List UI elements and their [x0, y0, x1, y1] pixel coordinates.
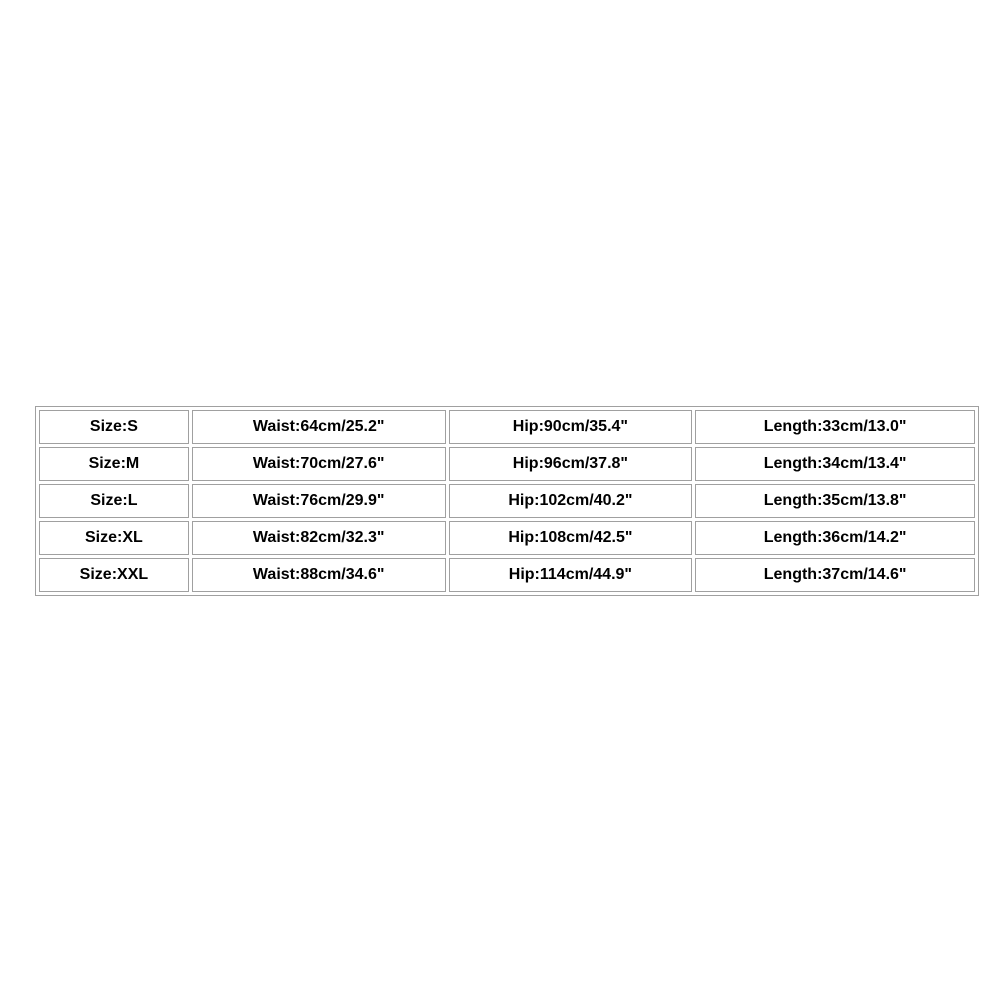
size-cell: Size:XXL: [39, 558, 189, 592]
size-cell: Size:M: [39, 447, 189, 481]
hip-cell: Hip:90cm/35.4": [449, 410, 693, 444]
table-row: [39, 447, 975, 481]
hip-cell: Hip:114cm/44.9": [449, 558, 693, 592]
size-cell: Size:L: [39, 484, 189, 518]
size-cell: Size:S: [39, 410, 189, 444]
hip-cell: Hip:108cm/42.5": [449, 521, 693, 555]
table-row: [39, 410, 975, 444]
waist-cell: Waist:70cm/27.6": [192, 447, 446, 481]
waist-cell: Waist:88cm/34.6": [192, 558, 446, 592]
length-cell: Length:37cm/14.6": [695, 558, 975, 592]
length-cell: Length:34cm/13.4": [695, 447, 975, 481]
size-cell: Size:XL: [39, 521, 189, 555]
table-row: [39, 558, 975, 592]
waist-cell: Waist:64cm/25.2": [192, 410, 446, 444]
length-cell: Length:33cm/13.0": [695, 410, 975, 444]
hip-cell: Hip:102cm/40.2": [449, 484, 693, 518]
table-row: [39, 484, 975, 518]
hip-cell: Hip:96cm/37.8": [449, 447, 693, 481]
table-row: [39, 521, 975, 555]
size-chart-table: [35, 406, 979, 596]
waist-cell: Waist:82cm/32.3": [192, 521, 446, 555]
length-cell: Length:36cm/14.2": [695, 521, 975, 555]
length-cell: Length:35cm/13.8": [695, 484, 975, 518]
size-chart-body: [39, 410, 975, 592]
waist-cell: Waist:76cm/29.9": [192, 484, 446, 518]
